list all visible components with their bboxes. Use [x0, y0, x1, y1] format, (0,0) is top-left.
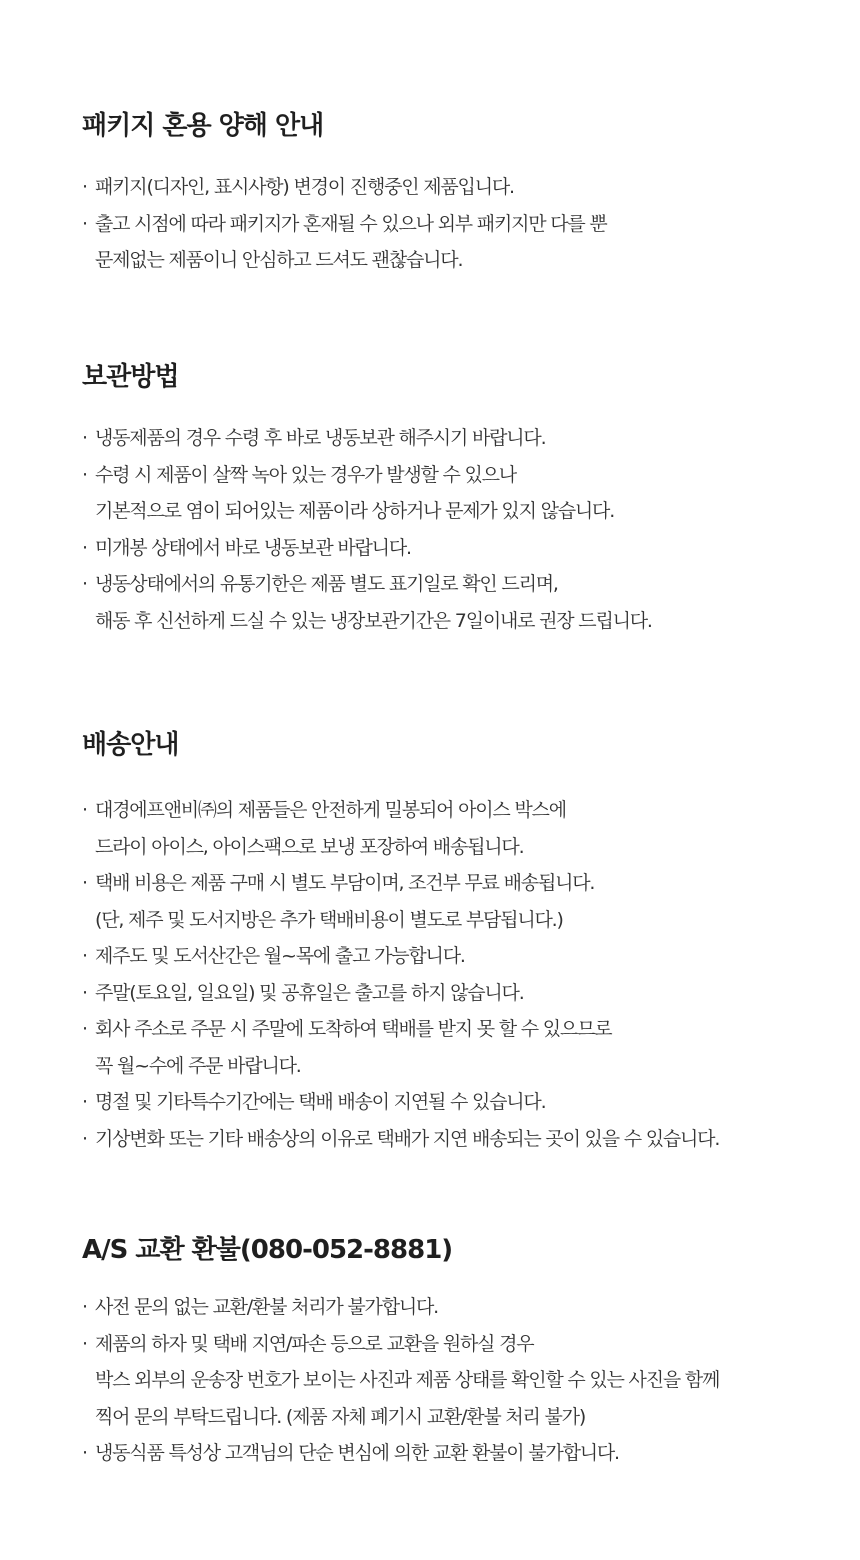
item-text: 냉동식품 특성상 고객님의 단순 변심에 의한 교환 환불이 불가합니다.: [95, 1442, 619, 1464]
item-text: 드라이 아이스, 아이스팩으로 보냉 포장하여 배송됩니다.: [95, 835, 524, 858]
item-text: 수령 시 제품이 살짝 녹아 있는 경우가 발생할 수 있으나: [95, 463, 516, 486]
list-item: [82, 1326, 822, 1436]
section-title: 보관방법: [82, 362, 179, 392]
list-item: [82, 566, 822, 639]
list-item: [82, 530, 822, 567]
item-text: 꼭 월~수에 주문 바랍니다.: [95, 1054, 301, 1077]
item-text: 문제없는 제품이니 안심하고 드셔도 괜찮습니다.: [95, 249, 463, 271]
bullet: ·: [82, 1296, 89, 1318]
bullet: ·: [82, 981, 89, 1004]
item-text: 출고 시점에 따라 패키지가 혼재될 수 있으나 외부 패키지만 다를 뿐: [95, 212, 607, 235]
list-item: [82, 1121, 822, 1158]
bullet: ·: [82, 212, 89, 235]
section-title: 패키지 혼용 양해 안내: [82, 111, 324, 141]
item-text: 대경에프앤비㈜의 제품들은 안전하게 밀봉되어 아이스 박스에: [95, 799, 566, 821]
list-item: [82, 420, 822, 457]
item-text: 냉동제품의 경우 수령 후 바로 냉동보관 해주시기 바랍니다.: [95, 427, 546, 449]
list-item: [82, 457, 822, 530]
list-item: [82, 865, 822, 938]
item-text: 해동 후 신선하게 드실 수 있는 냉장보관기간은 7일이내로 권장 드립니다.: [95, 609, 652, 632]
item-list: [82, 792, 822, 1157]
bullet: ·: [82, 1127, 89, 1150]
section-shipping: [82, 728, 822, 1150]
bullet: ·: [82, 945, 89, 967]
list-item: [82, 206, 822, 279]
item-text: 택배 비용은 제품 구매 시 별도 부담이며, 조건부 무료 배송됩니다.: [95, 872, 595, 894]
list-item: [82, 938, 822, 975]
bullet: ·: [82, 427, 89, 449]
section-title: 배송안내: [82, 730, 179, 760]
bullet: ·: [82, 536, 89, 559]
list-item: [82, 792, 822, 865]
item-list: [82, 420, 822, 639]
item-text: 회사 주소로 주문 시 주말에 도착하여 택배를 받지 못 할 수 있으므로: [95, 1018, 612, 1040]
item-text: 주말(토요일, 일요일) 및 공휴일은 출고를 하지 않습니다.: [95, 981, 524, 1004]
item-text: 사전 문의 없는 교환/환불 처리가 불가합니다.: [95, 1296, 439, 1318]
bullet: ·: [82, 1442, 89, 1464]
list-item: [82, 1011, 822, 1084]
bullet: ·: [82, 573, 89, 595]
list-item: [82, 1435, 822, 1472]
item-text: 제주도 및 도서산간은 월~목에 출고 가능합니다.: [95, 945, 465, 967]
item-text: 명절 및 기타특수기간에는 택배 배송이 지연될 수 있습니다.: [95, 1091, 546, 1113]
item-text: 박스 외부의 운송장 번호가 보이는 사진과 제품 상태를 확인할 수 있는 사진을 함께: [95, 1369, 720, 1391]
section-as-exchange-refund: [82, 1233, 822, 1464]
item-text: 찍어 문의 부탁드립니다. (제품 자체 폐기시 교환/환불 처리 불가): [95, 1405, 586, 1428]
list-item: [82, 1289, 822, 1326]
list-item: [82, 975, 822, 1012]
list-item: [82, 1084, 822, 1121]
bullet: ·: [82, 1018, 89, 1040]
list-item: [82, 169, 822, 206]
bullet: ·: [82, 176, 89, 198]
bullet: ·: [82, 872, 89, 894]
section-package-notice: [82, 109, 822, 271]
item-text: 미개봉 상태에서 바로 냉동보관 바랍니다.: [95, 536, 411, 559]
item-text: 기상변화 또는 기타 배송상의 이유로 택배가 지연 배송되는 곳이 있을 수 있습니다.: [95, 1127, 720, 1150]
item-text: 제품의 하자 및 택배 지연/파손 등으로 교환을 원하실 경우: [95, 1332, 534, 1355]
item-text: 패키지(디자인, 표시사항) 변경이 진행중인 제품입니다.: [95, 176, 514, 198]
item-list: [82, 1289, 822, 1472]
section-title: A/S 교환 환불(080-052-8881): [82, 1235, 453, 1265]
bullet: ·: [82, 463, 89, 486]
bullet: ·: [82, 799, 89, 821]
section-storage: [82, 360, 822, 632]
item-text: (단, 제주 및 도서지방은 추가 택배비용이 별도로 부담됩니다.): [95, 908, 563, 931]
bullet: ·: [82, 1091, 89, 1113]
item-list: [82, 169, 822, 279]
item-text: 기본적으로 염이 되어있는 제품이라 상하거나 문제가 있지 않습니다.: [95, 500, 615, 522]
bullet: ·: [82, 1332, 89, 1355]
item-text: 냉동상태에서의 유통기한은 제품 별도 표기일로 확인 드리며,: [95, 573, 558, 595]
